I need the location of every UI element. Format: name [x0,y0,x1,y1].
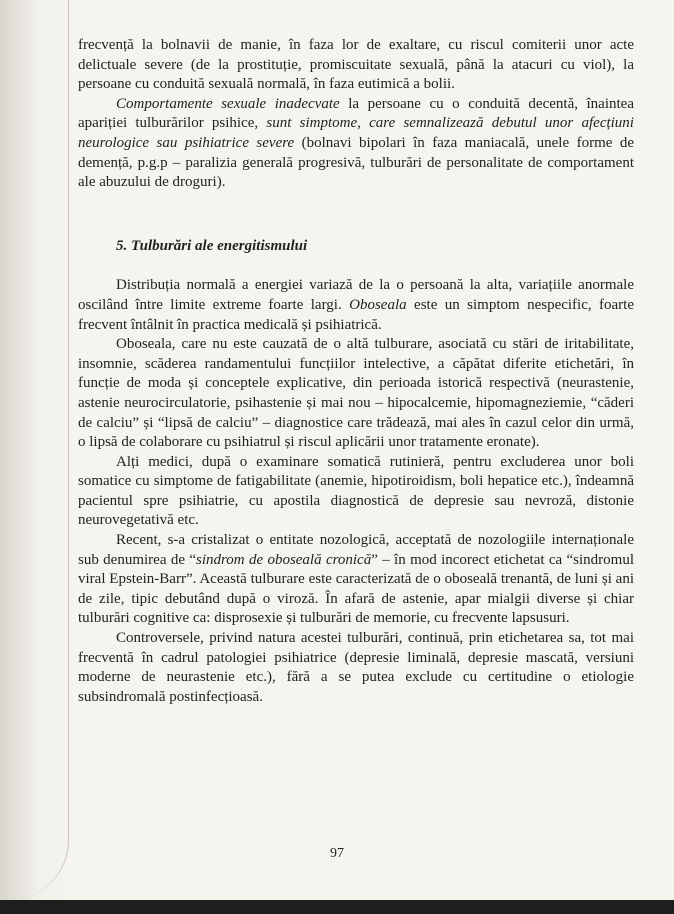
paragraph-6 [78,531,634,629]
paragraph-2-emphasis-1: Comportamente sexuale inadecvate [116,95,340,112]
paragraph-6-emphasis: sindrom de oboseală cronică [195,551,372,568]
paragraph-3-text-1: Distribuția normală a energiei variază de la o persoană la alta, variațiile anormale oscilând între limite extreme foarte largi. [78,277,634,313]
paragraph-2-text-2: (bolnavi bipolari în faza maniacală, unele forme de demență, p.g.p – paralizia generală progresivă, tulburări de personalitate de comportament ale abuzului de droguri). [78,134,634,191]
page-number: 97 [330,846,344,861]
paragraph-7: Controversele, privind natura acestei tulburări, continuă, prin etichetarea sa, tot mai frecventă în cadrul patologiei psihiatrice (depresie liminală, depresie mascată, versiuni moderne de neurastenie etc.), fără a se putea exclude cu certitudine o etiologie subsindromală postinfecțioasă. [78,630,634,705]
paragraph-3-emphasis: Oboseala [349,296,407,313]
paragraph-6-text-1: Recent, s-a cristalizat o entitate nozologică, acceptată de nozologiile internaționale sub denumirea de “ [78,532,634,568]
paragraph-2-emphasis-2: sunt simptome, care semnalizează debutul unor afecțiuni neurologice sau psihiatrice severe [78,115,634,151]
paragraph-6-text-2: ” – în mod incorect etichetat ca “sindromul viral Epstein-Barr”. Această tulburare este caracterizată de o oboseală trenantă, de luni și ani de zile, tipic debutând după o viroză. În afară de astenie, apar mialgii diverse și chiar tulburări cognitive ca: disprosexie și tulburări de memorie, cu frecvente lapsusuri. [78,551,635,627]
section-heading: 5. Tulburări ale energitismului [116,237,308,254]
paragraph-1: frecvență la bolnavii de manie, în faza lor de exaltare, cu riscul comiterii unor acte delictuale severe (de la prostituție, promiscuitate sexuală, până la atacuri cu viol), la persoane cu conduită sexuală normală, în faza eutimică a bolii. [78,37,634,93]
paragraph-4: Oboseala, care nu este cauzată de o altă tulburare, asociată cu stări de iritabilitate, insomnie, scăderea randamentului funcțiilor intelective, a căpătat diferite etichetări, în funcție de moda și conceptele explicative, din perioada istorică respectivă (neurastenie, astenie neurocirculatorie, psihastenie și mai nou – hipocalcemie, hipomagneziemie, “căderi de calciu” și “lipsă de calciu” – diagnostice care trădează, mai ales în cazul celor din urmă, o lipsă de colaborare cu psihiatrul și riscul aplicării unor tratamente eronate). [78,336,634,451]
paragraph-3-text-2: este un simptom nespecific, foarte frecvent întâlnit în practica medicală și psihiatrică. [78,296,634,333]
paragraph-5: Alți medici, după o examinare somatică rutinieră, pentru excluderea unor boli somatice cu simptome de fatigabilitate (anemie, hipotiroidism, boli hepatice etc.), îndeamnă pacientul spre psihiatrie, cu apostila diagnostică de depresie sau nevroză, distonie neurovegetativă etc. [78,453,634,529]
page-content [78,36,634,707]
scan-bottom-edge [0,900,674,914]
paragraph-2 [78,95,634,193]
page-binding-curve [8,0,69,900]
paragraph-2-text-1: la persoane cu o conduită decentă, înaintea apariției tulburărilor psihice, [78,95,634,132]
paragraph-3 [78,276,634,335]
